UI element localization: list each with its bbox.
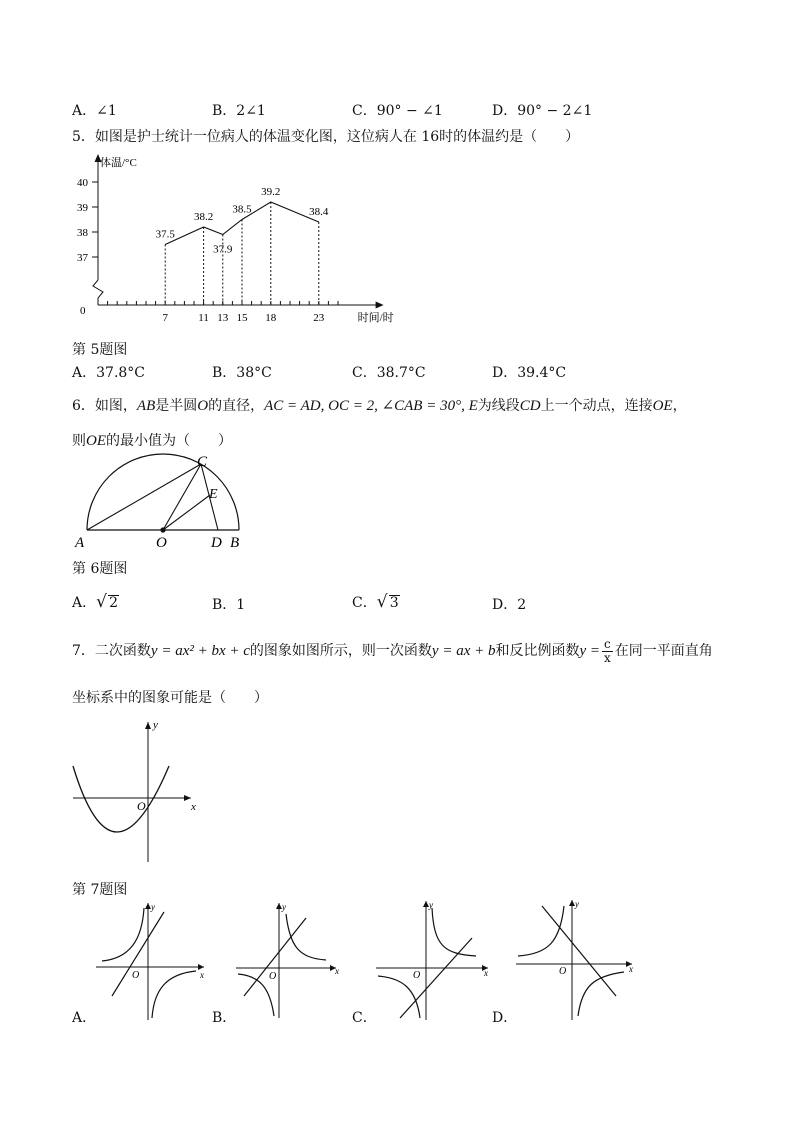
x-arrow-icon [184,795,191,801]
line-graph [112,912,164,996]
q4-option-c-text: 90° − ∠1 [376,103,443,119]
segment-oe [163,495,210,530]
y-tick-label: 38 [77,227,88,239]
line-graph [400,938,472,1018]
q4-option-b-label: B． [212,103,237,119]
q6-stem-mid4: 上一个动点，连接 [540,398,653,414]
q6-stem-mid1: 是半圆 [155,398,198,414]
label-a: A [75,535,85,551]
y-axis-title: 体温/°C [100,157,137,169]
hyperbola-branch-1 [432,908,476,956]
axis-y-label: y [153,719,158,731]
q4-option-d-text: 90° − 2∠1 [517,103,593,119]
q4-option-d-label: D． [492,103,518,119]
q6-option-d-label: D． [492,597,518,613]
label-d: D [211,535,222,551]
q7-formula-inverse-left: y = [579,643,601,659]
label-o: O [156,535,167,551]
q5-option-d-label: D． [492,365,518,381]
q7-formula-linear: y = ax + b [431,643,496,659]
q7-fraction-num: c [604,636,611,651]
q4-option-a-text: ∠1 [96,103,117,119]
axis-x-label: x [484,968,488,978]
q4-option-c [352,100,443,120]
q6-line2-math: OE [86,433,106,449]
hyperbola-branch-1 [518,906,564,956]
q5-option-b-text: 38°C [236,365,272,381]
q6-caption: 第 6题图 [72,561,128,577]
q7-stem-prefix: 7．二次函数 [72,643,151,659]
hyperbola-branch-2 [378,976,420,1018]
q6-math-o: O [197,398,209,414]
q7-option-d-graph [512,896,638,1022]
q6-option-c-radicand: 3 [389,595,399,611]
axis-y-label: y [429,900,433,910]
q5-temperature-chart [60,150,394,330]
sqrt-2 [96,592,119,612]
q6-semicircle-figure [70,452,260,552]
q7-formula-quadratic: y = ax² + bx + c [150,643,250,659]
x-tick-label: 7 [162,312,168,324]
y-axis-break [93,280,103,305]
q7-option-c-label: C． [352,1010,377,1026]
q7-option-c-graph [372,896,494,1022]
axis-x-label: x [629,964,633,974]
parabola-curve [73,766,169,832]
hyperbola-branch-1 [102,908,144,961]
q6-option-d [492,594,526,614]
q7-caption: 第 7题图 [72,882,128,898]
hyperbola-branch-1 [286,914,326,960]
q5-option-b [212,362,272,382]
hyperbola-branch-2 [152,971,196,1018]
x-tick-label: 15 [236,312,248,324]
q7-fraction-den: x [603,650,611,665]
q6-stem-mid3: 为线段 [477,398,520,414]
q4-option-a [72,100,117,120]
q6-option-a [72,592,119,612]
q7-stem-line2: 坐标系中的图象可能是（ ） [72,690,268,706]
q5-stem: 5．如图是护士统计一位病人的体温变化图，这位病人在 16时的体温约是（ ） [72,129,580,145]
q5-option-d [492,362,566,382]
axis-x-label: x [191,801,196,813]
q7-stem-mid2: 和反比例函数 [495,643,580,659]
q7-option-d-label: D． [492,1010,518,1026]
q6-option-d-text: 2 [517,597,527,613]
data-label: 38.4 [309,206,329,218]
q6-math-ab: AB [136,398,156,414]
q6-option-a-radicand: 2 [109,595,119,611]
q6-math-cd: CD [519,398,541,414]
data-label: 39.2 [261,186,281,198]
axis-o-label: O [269,971,277,982]
q4-option-b-text: 2∠1 [236,103,266,119]
y-tick-label: 37 [77,252,88,264]
q5-option-a-text: 37.8°C [96,365,146,381]
q5-option-c-label: C． [352,365,377,381]
axis-o-label: O [413,970,421,981]
q6-math-oe: OE [652,398,673,414]
axis-x-label: x [335,966,339,976]
q6-option-b-label: B． [212,597,237,613]
q4-option-a-label: A． [72,103,97,119]
q7-option-b-label: B． [212,1010,237,1026]
q6-stem [72,395,687,415]
data-label: 38.2 [193,211,214,223]
q7-fraction [602,638,613,665]
origin-label: 0 [80,305,86,317]
q6-line2-prefix: 则 [72,433,86,449]
x-tick-label: 18 [265,312,277,324]
x-tick-label: 13 [217,312,229,324]
chart-layer [77,154,394,324]
label-b: B [230,535,240,551]
q6-line2-suffix: 的最小值为（ ） [106,433,232,449]
x-tick-label: 23 [313,312,325,324]
q4-option-d [492,100,592,120]
data-label: 37.5 [155,228,175,241]
q5-option-c-text: 38.7°C [376,365,426,381]
y-arrow-icon [145,722,151,729]
line-graph [244,918,306,996]
q5-caption: 第 5题图 [72,342,128,358]
axis-y-label: y [151,902,155,912]
q6-stem-end: ， [672,398,687,414]
line-graph [542,906,616,996]
q6-stem-mid2: 的直径， [208,398,265,414]
q7-option-a-label: A． [72,1010,97,1026]
axis-y-label: y [282,902,286,912]
data-label: 38.5 [232,203,252,216]
q5-option-a [72,362,145,382]
sqrt-3 [376,592,400,612]
q6-math-conditions: AC = AD, OC = 2, ∠CAB = 30°, E [264,398,478,414]
q5-option-b-label: B． [212,365,237,381]
q7-option-b-graph [232,900,350,1022]
axis-o-label: O [137,799,146,813]
q7-parabola-figure [65,716,205,866]
q5-option-d-text: 39.4°C [517,365,567,381]
q7-stem-mid1: 的图象如图所示，则一次函数 [249,643,432,659]
data-label: 37.9 [213,243,233,256]
q5-option-c [352,362,426,382]
center-point-o [160,527,165,532]
q6-option-c-label: C． [352,595,377,611]
axis-x-label: x [200,970,204,980]
q6-option-b [212,594,245,614]
label-e: E [209,487,218,502]
q4-option-b [212,100,266,120]
q7-stem [72,636,713,666]
y-tick-label: 40 [77,177,88,189]
y-tick-label: 39 [77,202,88,214]
segment-ac [87,464,201,530]
q7-stem-end: 在同一平面直角 [614,643,713,659]
x-axis-arrow-icon [376,302,384,309]
x-tick-label: 11 [198,312,209,324]
q7-option-a-graph [92,900,210,1022]
axis-o-label: O [559,966,567,977]
q4-option-c-label: C． [352,103,377,119]
segment-oc [163,464,201,530]
x-axis-title: 时间/时 [357,312,394,324]
radical-icon: √ [96,592,107,612]
axis-o-label: O [132,970,140,981]
q5-option-a-label: A． [72,365,97,381]
axis-y-label: y [575,899,579,909]
q6-option-b-text: 1 [236,597,246,613]
q6-option-a-label: A． [72,595,97,611]
q6-option-c [352,592,400,612]
label-c: C [197,454,208,470]
q6-stem-prefix: 6．如图， [72,398,137,414]
radical-icon: √ [376,592,388,612]
q6-stem-line2 [72,430,232,450]
